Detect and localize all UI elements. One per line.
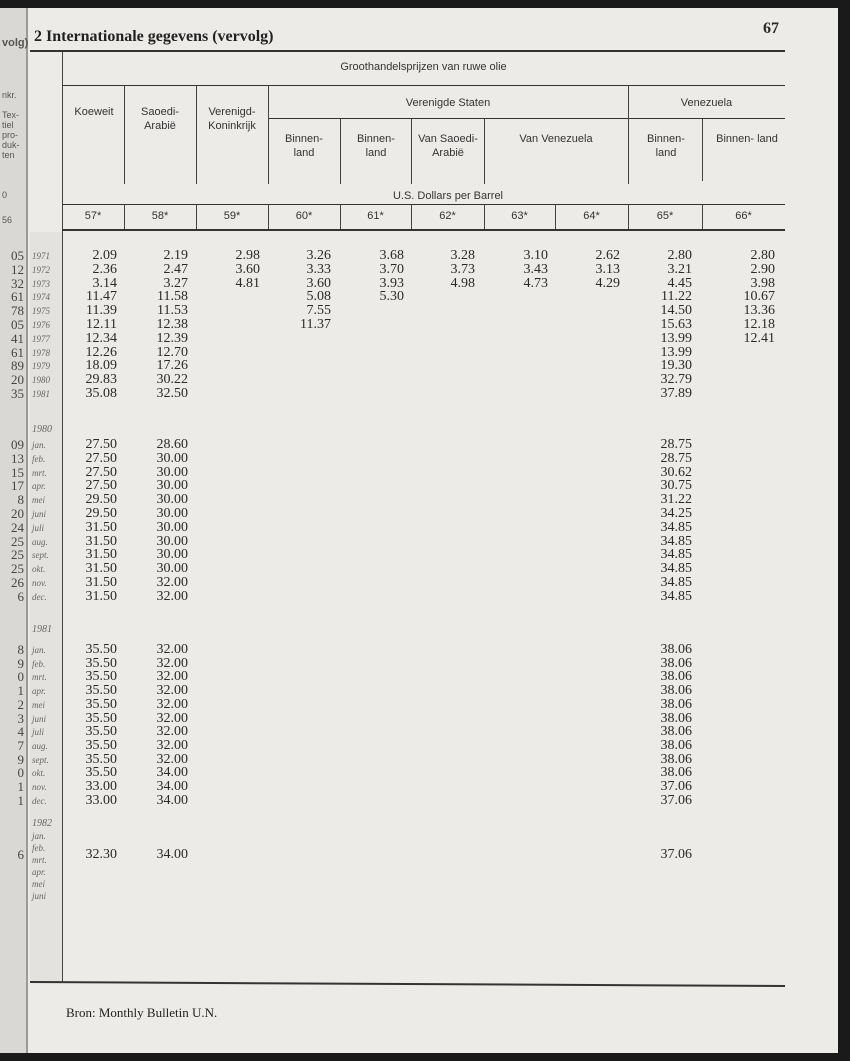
row-label: mrt. bbox=[32, 855, 47, 865]
left-page-fragment-value: 1 bbox=[17, 779, 24, 794]
table-cell: 12.11 bbox=[86, 317, 117, 332]
table-cell: 3.14 bbox=[92, 275, 117, 291]
table-cell: 5.30 bbox=[379, 289, 404, 305]
left-page-fragment-value: 20 bbox=[11, 372, 24, 388]
table-cell: 28.75 bbox=[660, 437, 692, 452]
title-rule bbox=[30, 50, 785, 52]
table-cell: 3.98 bbox=[750, 275, 775, 291]
table-cell: 2.47 bbox=[163, 261, 188, 277]
table-cell: 12.34 bbox=[85, 330, 117, 346]
row-label: apr. bbox=[32, 481, 46, 492]
left-page-fragment-value: 0 bbox=[17, 669, 24, 685]
section-heading: 1982 bbox=[32, 818, 52, 829]
divider bbox=[124, 205, 125, 229]
table-cell: 17.26 bbox=[156, 358, 188, 374]
col-header-saoedi-arabie: Saoedi- Arabië bbox=[141, 106, 179, 132]
left-page-fragment-value: 1 bbox=[17, 792, 24, 808]
left-page-fragment-value: 8 bbox=[17, 492, 24, 508]
row-label: 1974 bbox=[32, 292, 50, 303]
table-cell: 30.75 bbox=[660, 478, 692, 494]
table-cell: 27.50 bbox=[85, 478, 117, 494]
left-page-fragment-value: 15 bbox=[11, 464, 24, 480]
left-page-heading: volg) bbox=[2, 37, 29, 49]
left-page-col-label2: Tex- tiel pro- duk- ten bbox=[2, 110, 20, 160]
table-cell: 3.33 bbox=[306, 261, 331, 277]
row-label: aug. bbox=[32, 536, 48, 547]
table-cell: 2.19 bbox=[163, 248, 188, 263]
table-cell: 2.09 bbox=[92, 248, 117, 263]
row-label: juli bbox=[32, 522, 45, 533]
divider bbox=[411, 119, 412, 184]
rule bbox=[268, 118, 785, 119]
table-cell: 3.68 bbox=[379, 248, 404, 263]
table-cell: 37.06 bbox=[660, 779, 692, 794]
row-label: juni bbox=[32, 891, 47, 901]
divider bbox=[124, 86, 125, 184]
table-cell: 12.41 bbox=[743, 330, 775, 346]
table-cell: 32.00 bbox=[156, 575, 188, 590]
table-cell: 2.62 bbox=[595, 248, 620, 263]
table-cell: 32.00 bbox=[156, 669, 188, 685]
left-page-fragment-value: 6 bbox=[17, 588, 24, 604]
row-label: jan. bbox=[32, 645, 46, 655]
left-page-fragment-value: 05 bbox=[11, 248, 24, 263]
table-cell: 32.00 bbox=[156, 751, 188, 767]
document-page bbox=[0, 8, 838, 1053]
table-cell: 5.08 bbox=[306, 289, 331, 305]
row-label: feb. bbox=[32, 843, 46, 853]
table-cell: 34.00 bbox=[156, 779, 188, 794]
left-page-fragment-value: 0 bbox=[17, 765, 24, 781]
table-cell: 2.98 bbox=[235, 248, 260, 263]
table-cell: 35.50 bbox=[85, 765, 117, 781]
table-cell: 3.26 bbox=[306, 248, 331, 263]
row-label: 1971 bbox=[32, 251, 50, 261]
table-cell: 38.06 bbox=[660, 696, 692, 712]
row-label: mei bbox=[32, 879, 45, 889]
divider bbox=[268, 205, 269, 229]
table-cell: 30.00 bbox=[156, 547, 188, 563]
table-cell: 31.50 bbox=[85, 561, 117, 577]
divider bbox=[484, 205, 485, 229]
left-page-fragment-value: 24 bbox=[11, 519, 24, 535]
table-cell: 31.50 bbox=[85, 519, 117, 535]
col-header-venezuela-binnenland-66: Binnen- land bbox=[716, 133, 778, 145]
table-cell: 38.06 bbox=[660, 683, 692, 699]
table-cell: 33.00 bbox=[85, 779, 117, 794]
left-page-col-number: 56 bbox=[2, 215, 13, 225]
table-cell: 3.27 bbox=[163, 275, 188, 291]
left-page-fragment-value: 6 bbox=[17, 847, 24, 862]
table-cell: 34.85 bbox=[660, 547, 692, 563]
row-label: sept. bbox=[32, 550, 49, 561]
left-page-col-label: nkr. bbox=[2, 90, 17, 100]
table-cell: 34.00 bbox=[156, 847, 188, 862]
page-number: 67 bbox=[763, 20, 779, 37]
column-number: 61* bbox=[367, 210, 384, 222]
table-cell: 7.55 bbox=[306, 303, 331, 319]
table-cell: 35.50 bbox=[85, 696, 117, 712]
table-cell: 11.47 bbox=[86, 289, 117, 305]
row-label: sept. bbox=[32, 754, 49, 765]
table-cell: 11.58 bbox=[157, 289, 188, 305]
table-cell: 30.00 bbox=[156, 492, 188, 508]
col-header-van-saoedi-arabie: Van Saoedi- Arabië bbox=[418, 133, 478, 159]
table-cell: 27.50 bbox=[85, 450, 117, 466]
row-label: 1972 bbox=[32, 264, 50, 275]
table-cell: 38.06 bbox=[660, 737, 692, 753]
table-cell: 29.83 bbox=[85, 372, 117, 388]
table-cell: 38.06 bbox=[660, 710, 692, 726]
table-cell: 30.00 bbox=[156, 478, 188, 494]
table-cell: 13.99 bbox=[660, 344, 692, 360]
table-cell: 35.50 bbox=[85, 669, 117, 685]
table-cell: 27.50 bbox=[85, 437, 117, 452]
table-cell: 32.00 bbox=[156, 642, 188, 657]
page-title: 2 Internationale gegevens (vervolg) bbox=[34, 28, 274, 45]
table-cell: 38.06 bbox=[660, 765, 692, 781]
left-page-fragment-value: 61 bbox=[11, 289, 24, 305]
table-cell: 32.30 bbox=[85, 847, 117, 862]
left-page-fragment-value: 2 bbox=[17, 696, 24, 712]
table-cell: 35.08 bbox=[85, 386, 117, 401]
left-page-fragment-value: 17 bbox=[11, 478, 24, 494]
left-page-fragment-value: 12 bbox=[11, 261, 24, 277]
left-page-fragment-value: 7 bbox=[17, 737, 24, 753]
left-page-fragment-value: 25 bbox=[11, 561, 24, 577]
column-number: 60* bbox=[295, 210, 313, 222]
left-page-fragment-value: 05 bbox=[11, 317, 24, 332]
table-cell: 2.80 bbox=[750, 248, 775, 263]
unit-label: U.S. Dollars per Barrel bbox=[392, 190, 504, 202]
left-page-fragment-value: 78 bbox=[11, 303, 24, 319]
table-cell: 32.00 bbox=[156, 710, 188, 726]
table-cell: 30.00 bbox=[156, 519, 188, 535]
divider bbox=[196, 86, 197, 184]
table-cell: 32.00 bbox=[156, 588, 188, 604]
table-cell: 30.00 bbox=[156, 533, 188, 549]
table-cell: 3.28 bbox=[450, 248, 475, 263]
left-page-fragment-value: 89 bbox=[11, 358, 24, 374]
row-label: jan. bbox=[32, 440, 46, 450]
table-cell: 3.43 bbox=[523, 261, 548, 277]
table-cell: 4.73 bbox=[523, 275, 548, 291]
row-label: apr. bbox=[32, 686, 46, 697]
table-cell: 11.39 bbox=[86, 303, 117, 319]
table-cell: 38.06 bbox=[660, 655, 692, 671]
group-venezuela: Venezuela bbox=[680, 97, 733, 109]
table-cell: 14.50 bbox=[660, 303, 692, 319]
rule bbox=[62, 229, 785, 231]
col-header-verenigd-koninkrijk: Verenigd- Koninkrijk bbox=[208, 106, 256, 132]
section-heading: 1980 bbox=[32, 424, 52, 435]
table-cell: 38.06 bbox=[660, 669, 692, 685]
table-cell: 30.00 bbox=[156, 561, 188, 577]
table-cell: 33.00 bbox=[85, 792, 117, 808]
source-note: Bron: Monthly Bulletin U.N. bbox=[66, 1005, 218, 1020]
left-page-fragment-value: 25 bbox=[11, 533, 24, 549]
left-page-fragment-value: 9 bbox=[17, 751, 24, 767]
table-cell: 34.85 bbox=[660, 533, 692, 549]
row-label: feb. bbox=[32, 453, 46, 464]
left-page-fragment-value: 4 bbox=[17, 724, 24, 740]
table-cell: 38.06 bbox=[660, 724, 692, 740]
left-page-fragment-value: 32 bbox=[11, 275, 24, 291]
table-cell: 3.60 bbox=[306, 275, 331, 291]
row-label: okt. bbox=[32, 768, 46, 779]
table-cell: 29.50 bbox=[85, 492, 117, 508]
left-page-fragment-value: 13 bbox=[11, 450, 24, 466]
table-cell: 34.25 bbox=[660, 506, 692, 521]
table-cell: 34.85 bbox=[660, 561, 692, 577]
table-cell: 4.81 bbox=[235, 275, 260, 291]
table-cell: 28.75 bbox=[660, 450, 692, 466]
row-label: dec. bbox=[32, 795, 47, 806]
col-header-koeweit: Koeweit bbox=[74, 106, 114, 118]
table-cell: 32.00 bbox=[156, 696, 188, 712]
table-cell: 32.00 bbox=[156, 737, 188, 753]
row-label: jan. bbox=[32, 831, 46, 841]
table-cell: 29.50 bbox=[85, 506, 117, 521]
table-cell: 4.45 bbox=[667, 275, 692, 291]
divider bbox=[411, 205, 412, 229]
table-cell: 13.36 bbox=[743, 303, 775, 319]
left-page-fragment-value: 35 bbox=[11, 386, 24, 401]
row-label: 1979 bbox=[32, 361, 50, 372]
rule bbox=[62, 204, 785, 205]
table-cell: 19.30 bbox=[660, 358, 692, 374]
divider bbox=[340, 205, 341, 229]
column-number: 66* bbox=[735, 210, 752, 222]
table-cell: 3.73 bbox=[450, 261, 475, 277]
col-header-us-binnenland-61: Binnen- land bbox=[357, 133, 395, 159]
row-label: mei bbox=[32, 495, 45, 506]
table-cell: 11.22 bbox=[661, 289, 692, 305]
table-cell: 35.50 bbox=[85, 737, 117, 753]
table-cell: 30.00 bbox=[156, 506, 188, 521]
row-label: 1980 bbox=[32, 375, 50, 386]
table-cell: 12.39 bbox=[156, 330, 188, 346]
table-cell: 3.93 bbox=[379, 275, 404, 291]
column-number: 57* bbox=[84, 210, 102, 222]
divider bbox=[484, 119, 485, 184]
table-cell: 34.00 bbox=[156, 765, 188, 781]
table-cell: 10.67 bbox=[743, 289, 775, 305]
table-cell: 30.00 bbox=[156, 450, 188, 466]
col-header-venezuela-binnenland-65: Binnen- land bbox=[647, 133, 685, 159]
table-cell: 32.50 bbox=[156, 386, 188, 401]
divider bbox=[340, 119, 341, 184]
row-label: mrt. bbox=[32, 672, 47, 683]
column-number: 65* bbox=[656, 210, 674, 222]
left-page-fragment-value: 26 bbox=[11, 575, 24, 590]
table-cell: 2.80 bbox=[667, 248, 692, 263]
left-page-fragment-value: 8 bbox=[17, 642, 24, 657]
left-page-fragment-value: 1 bbox=[17, 683, 24, 699]
table-cell: 15.63 bbox=[660, 317, 692, 332]
row-label: feb. bbox=[32, 658, 46, 669]
row-label: aug. bbox=[32, 740, 48, 751]
table-super-title: Groothandelsprijzen van ruwe olie bbox=[340, 61, 507, 73]
row-label: juli bbox=[32, 727, 45, 738]
col-header-van-venezuela: Van Venezuela bbox=[519, 133, 593, 145]
row-label: nov. bbox=[32, 782, 47, 792]
table-cell: 35.50 bbox=[85, 642, 117, 657]
table-cell: 31.22 bbox=[660, 492, 692, 508]
column-number: 64* bbox=[583, 210, 600, 222]
left-page-fragment-value: 61 bbox=[11, 344, 24, 360]
divider bbox=[555, 205, 556, 229]
table-cell: 30.22 bbox=[156, 372, 188, 388]
table-cell: 11.37 bbox=[300, 317, 331, 332]
row-label: 1977 bbox=[32, 333, 50, 344]
column-number: 63* bbox=[511, 210, 528, 222]
table-cell: 12.70 bbox=[156, 344, 188, 360]
table-cell: 34.85 bbox=[660, 519, 692, 535]
table-cell: 38.06 bbox=[660, 642, 692, 657]
table-cell: 18.09 bbox=[85, 358, 117, 374]
table-cell: 35.50 bbox=[85, 655, 117, 671]
row-label: 1981 bbox=[32, 389, 50, 399]
left-page-fragment-value: 3 bbox=[17, 710, 24, 726]
table-cell: 4.98 bbox=[450, 275, 475, 291]
row-label: 1978 bbox=[32, 347, 50, 358]
table-cell: 3.70 bbox=[379, 261, 404, 277]
table-cell: 3.13 bbox=[595, 261, 620, 277]
row-label: mrt. bbox=[32, 467, 47, 478]
row-label: 1975 bbox=[32, 306, 50, 317]
table-cell: 35.50 bbox=[85, 724, 117, 740]
divider bbox=[268, 86, 269, 184]
row-label: 1976 bbox=[32, 320, 50, 330]
table-cell: 34.85 bbox=[660, 588, 692, 604]
row-label: apr. bbox=[32, 867, 46, 877]
col-header-us-binnenland-60: Binnen- land bbox=[285, 133, 323, 159]
table-cell: 34.85 bbox=[660, 575, 692, 590]
left-page-fragment-value: 25 bbox=[11, 547, 24, 563]
table-cell: 11.53 bbox=[157, 303, 188, 319]
left-page-fragment-value: 41 bbox=[11, 330, 24, 346]
table-cell: 28.60 bbox=[156, 437, 188, 452]
left-page-fragment-value: 09 bbox=[11, 437, 24, 452]
divider bbox=[196, 205, 197, 229]
row-label: juni bbox=[32, 713, 47, 724]
divider bbox=[628, 86, 629, 184]
table-cell: 12.26 bbox=[85, 344, 117, 360]
table-cell: 35.50 bbox=[85, 751, 117, 767]
group-verenigde-staten: Verenigde Staten bbox=[405, 97, 491, 109]
column-number: 62* bbox=[439, 210, 456, 222]
table-cell: 37.06 bbox=[660, 792, 692, 808]
left-page-fragment-value: 9 bbox=[17, 655, 24, 671]
table-cell: 37.89 bbox=[660, 386, 692, 401]
table-cell: 37.06 bbox=[660, 847, 692, 862]
row-label: 1973 bbox=[32, 278, 50, 289]
table-cell: 35.50 bbox=[85, 710, 117, 726]
table-cell: 27.50 bbox=[85, 464, 117, 480]
column-number: 58* bbox=[151, 210, 169, 222]
left-page-fragment-value: 20 bbox=[11, 506, 24, 521]
table-cell: 32.00 bbox=[156, 724, 188, 740]
table-cell: 31.50 bbox=[85, 547, 117, 563]
table-cell: 12.18 bbox=[743, 317, 775, 332]
divider bbox=[628, 205, 629, 229]
row-label: mei bbox=[32, 699, 45, 710]
divider bbox=[702, 119, 703, 181]
table-cell: 12.38 bbox=[156, 317, 188, 332]
table-cell: 30.62 bbox=[660, 464, 692, 480]
table-cell: 3.60 bbox=[235, 261, 260, 277]
divider bbox=[702, 205, 703, 229]
table-cell: 3.21 bbox=[667, 261, 692, 277]
table-cell: 38.06 bbox=[660, 751, 692, 767]
column-number: 59* bbox=[223, 210, 241, 222]
table-cell: 35.50 bbox=[85, 683, 117, 699]
table-cell: 13.99 bbox=[660, 330, 692, 346]
row-label: nov. bbox=[32, 578, 47, 588]
table-cell: 2.36 bbox=[92, 261, 117, 277]
table-cell: 31.50 bbox=[85, 575, 117, 590]
table-cell: 31.50 bbox=[85, 588, 117, 604]
table-cell: 4.29 bbox=[595, 275, 620, 291]
table-cell: 31.50 bbox=[85, 533, 117, 549]
table-cell: 34.00 bbox=[156, 792, 188, 808]
section-heading: 1981 bbox=[32, 624, 52, 635]
table-cell: 2.90 bbox=[750, 261, 775, 277]
table-cell: 32.00 bbox=[156, 655, 188, 671]
row-label: dec. bbox=[32, 591, 47, 602]
table-cell: 32.00 bbox=[156, 683, 188, 699]
rule bbox=[62, 85, 785, 86]
table-cell: 32.79 bbox=[660, 372, 692, 388]
row-label: okt. bbox=[32, 564, 46, 575]
table-cell: 3.10 bbox=[523, 248, 548, 263]
left-page-index-base: 0 bbox=[2, 190, 8, 200]
table-cell: 30.00 bbox=[156, 464, 188, 480]
row-label: juni bbox=[32, 509, 47, 519]
